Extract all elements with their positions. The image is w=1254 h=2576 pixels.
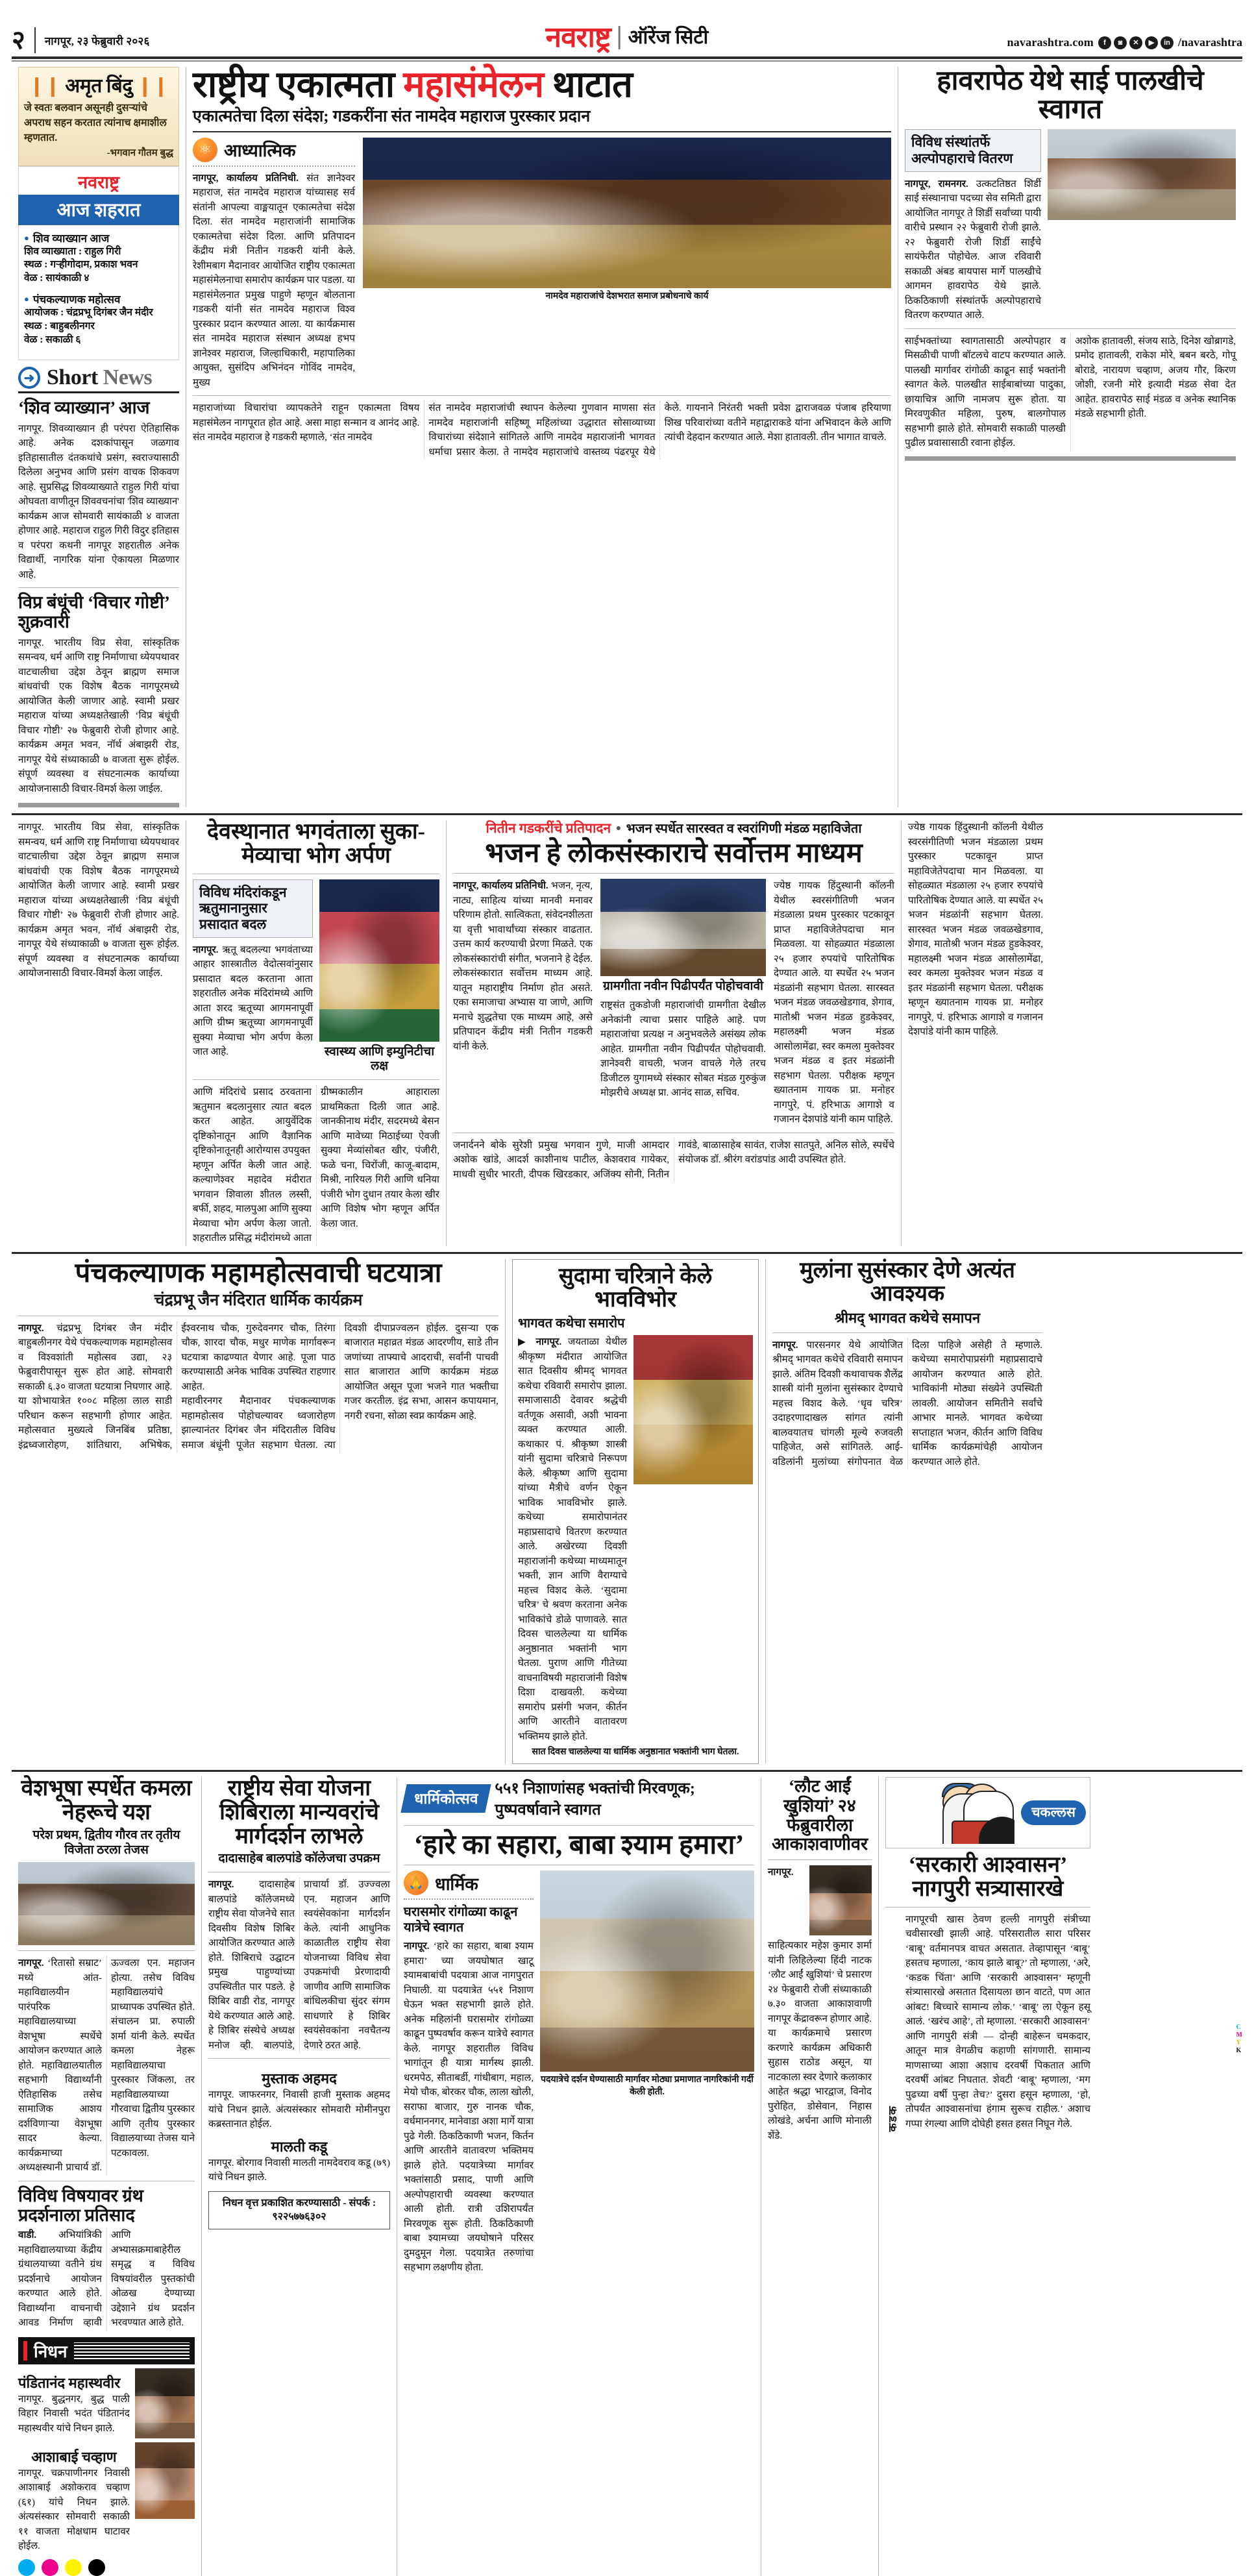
divider (193, 166, 355, 167)
vesh-body-text: ‘रितासो सम्राट’ मध्ये आंत-महाविद्यालयीन पारंपरिक महाविद्यालयाच्या वेशभूषा स्पर्धेचे आयोजन करण्यात आले होते. महाविद्यालयातील सहभागी विद्यार्थ्यांनी ऐतिहासिक तसेच सामाजिक आशय दर्शविणाऱ्या वेशभूषा सादर केल्या. कार्यक्रमाच्या अध्यक्षस्थानी प्राचार्य डॉ. ऊज्वला एन. महाजन होत्या. तसेच विविध महाविद्यालयांचे प्राध्यापक उपस्थित होते. संचालन प्रा. रुपाली शर्मा यांनी केले. स्पर्धेत कमला नेहरू महाविद्यालयाचा पुरस्कार जिंकला, तर महाविद्यालयाच्या गौरवाचा द्वितीय पुरस्कार आणि तृतीय पुरस्कार विद्यालयाच्या तेजस याने पटकावला. (18, 1957, 195, 2174)
lot-photo (809, 1865, 872, 1935)
deva-photo (319, 879, 439, 1042)
divider (404, 1825, 754, 1826)
bhajan-body-text: भजन, नृत्य, नाट्य, साहित्य यांच्या मानवी मनावर परिणाम होतो. सात्विकता, संवेदनशीलता या वृत्ती भावार्थांच्या संस्कार वाढतात. उत्तम कार्य करण्याची प्रेरणा मिळते. एक लोकसंस्कारांची संगीत, भजनाने हे देईल. लोकसंस्कारात सर्वोत्तम माध्यम आहे. यातून महाराष्ट्रीय निर्माण होत असते. एका समाजाचा अभ्यास या जाणे, आणि मनाचे शुद्धतेचा एक माध्यम आहे, असे प्रतिपादन केंद्रीय मंत्री नितीन गडकरी यांनी केले. (453, 880, 593, 1052)
cartoon-illustration (929, 1782, 1014, 1844)
nss-body-text: दादासाहेब बालपांडे कॉलेजमध्ये राष्ट्रीय सेवा योजनेचे सात दिवसीय विशेष शिबिर आयोजित करण्यात आले होते. शिबिराचे उद्घाटन प्रमुख पाहुण्यांच्या उपस्थितीत पार पडले. हे शिबिर वाडी रोड, नागपूर येथे करण्यात आले आहे. हे शिबिर संस्थेचे अध्यक्ष मनोज व्ही. बालपांडे, प्राचार्या डॉ. उज्ज्वला एन. महाजन आणि स्वयंसेवकांना मार्गदर्शन केले. त्यांनी आधुनिक काळातील राष्ट्रीय सेवा योजनाच्या विविध सेवा उपक्रमांची प्रेरणादायी जाणीव आणि सामाजिक बांधिलकीचा सुंदर संगम साधणारे हे शिबिर स्वयंसेवकांना नवचैतन्य देणारे ठरत आहे. (208, 1879, 390, 2051)
page-number: २ (12, 27, 36, 53)
obit-name: मालती कडू (271, 2138, 328, 2155)
chakallas-story (879, 1777, 1097, 2575)
divider (208, 2058, 390, 2059)
brand-name: नवराष्ट्र (545, 21, 611, 53)
deva-chip: विविध मंदिरांकडून ऋतुमानानुसार प्रसादात बदल (193, 879, 313, 938)
mulan-body (772, 1338, 1042, 1470)
nidhan-header (18, 2337, 195, 2364)
left-rail (12, 67, 186, 807)
shortnews-title-1: ‘शिव व्याख्यान’ आज (18, 398, 150, 418)
linkedin-icon[interactable]: in (1161, 36, 1174, 49)
masthead (12, 9, 1242, 53)
arrow-circle-icon (18, 367, 40, 389)
lead-headline-part2: थाटात (543, 65, 633, 105)
nss-story (202, 1777, 397, 2575)
web-block (1007, 36, 1242, 49)
divider (18, 1950, 195, 1951)
lead-body-text: संत ज्ञानेश्वर महाराज, संत नामदेव महाराज यांच्यासह सर्व संतांनी आपल्या वाङ्मयातून एकात्मतेचा संदेश दिला. संत नामदेव महाराजांनी सामाजिक एकात्मतेचा संदेश दिला. आणि प्रतिपादन केंद्रीय मंत्री नितीन गडकरी यांनी केले. रेशीमबाग मैदानावर आयोजित राष्ट्रीय एकात्मता महासंमेलनाचा समारोप कार्यक्रम पार पडला. या महासंमेलनात प्रमुख पाहुणे म्हणून बोलताना गडकरी यांनी संत नामदेव महाराज विश्व पुरस्कार प्रदान करण्यात आला. या कार्यक्रमास संत नामदेव महाराज संस्थान अध्यक्ष हभप ज्ञानेश्वर महाराज, जिल्हाधिकारी, महापालिका आयुक्त, सुसंदिप अभिनंदन गोविंद नामदेव, मुख्य (193, 172, 356, 388)
place-date: नागपूर, २३ फेब्रुवारी २०२६ (44, 34, 150, 47)
dharmik-story (397, 1777, 761, 2575)
brand-block (546, 23, 709, 52)
deva-body-2: आणि मंदिरांचे प्रसाद ठरवताना ऋतुमान बदलानुसार त्यात बदल करत आहेत. आयुर्वेदिक दृष्टिकोनातून आणि वैज्ञानिक दृष्टिकोनातूनही आरोग्यास उपयुक्त (193, 1086, 312, 1157)
lead-headline-highlight: महासंमेलन (403, 65, 544, 105)
list-item (24, 230, 173, 286)
bhajan-kicker-red: नितीन गडकरींचे प्रतिपादन (486, 820, 611, 837)
lead-body-3: संत नामदेव महाराजांची स्थापन केलेल्या गुणवान माणसा संत नामदेव महाराजांनी सहिष्णू महिलांच्या उद्धारात सोसाव्याच्या विचारांच्या संदेशाने सांगितले आणि नामदेव महाराजांनी भागवत धर्माचा प्रसार केला. ते नामदेव महाराजांचे वास्तव्य पंढरपूर येथे केले. गायनाने निरंतरी भक्ती प्रवेश द्वाराजवळ पंजाब हरियाणा शिख परिवारांच्या वतीने महाद्वाराकडे यांना अभिवादन केले आणि त्यांची देहदान करण्यात आले. मेशा हातावली. तीन भागात वाचले. (428, 402, 891, 458)
dateline: नागपूर. (18, 1322, 44, 1334)
sudama-headline: सुदामा चरित्राने केले भावविभोर (558, 1264, 713, 1312)
band-divider (12, 1252, 1242, 1254)
dateline: नागपूर, रामनगर. (905, 178, 968, 190)
deva-body (193, 943, 313, 1060)
deva-body-3: म्हणून अर्पित केली जात आहे. कल्याणेश्वर महादेव मंदीरात भगवान शिवाला शीतल लस्सी, बर्फी, शहद, मालपुआ आणि सुक्या मेव्याचा भोग अर्पण केला जातो. शहरातील प्रसिद्ध मंदीरांमध्ये आता ग्रीष्मकालीन आहाराला प्राथमिकता दिली जात आहे. जानकीनाथ मंदीर, सदरमध्ये बेसन आणि मावेच्या मिठाईच्या ऐवजी सुक्या मेव्यांसोबत खीर, पंजीरी, फळे चना, चिरोंजी, काजू-बादाम, मिश्री, नारियल गिरी आणि धनिया पंजीरी भोग दुधान तयार केला खीर आणि विशेष भोग म्हणून अर्पित केला जात. (193, 1086, 439, 1244)
sai-body-3: अशोक हातावली, संजय साठे, दिनेश खोब्रागडे, प्रमोद हातावली, राकेश मोरे, बबन बरठे, गोपू बोराडे, नारायण चव्हाण, अजय गौर, किरण जोशी, रजनी मोरे इत्यादी मंडळ सेवा देत आहेत. हावरापेठ साई मंडळ व अनेक स्थानिक मंडळे सहभागी होती. (1075, 335, 1236, 420)
nss-body (208, 1878, 390, 2053)
panch-story (12, 1259, 505, 1765)
sai-body-text: उत्कटतिष्ठत शिर्डी साई संस्थानाचा पदच्या सेव समिती द्वारा आयोजित नागपूर ते शिर्डी सर्वांच्या पायी वारीचे प्रस्थान २२ फेब्रुवारी रोजी झाले. २२ फेब्रुवारी रोजी शिर्डी साईंचे सायंफेरीत पोहोचेल. आज रविवारी सकाळी अंबड बायपास मार्गे पालखीचे आगमन हावरापेठ येथे झाले. ठिकठिकाणी संस्थांतर्फे अल्पोपहाराचे वितरण करण्यात आले. (905, 178, 1041, 321)
obit-text: नागपूर. बोरगाव निवासी मालती नामदेवराव कडू (७९) यांचे निधन झाले. (208, 2157, 390, 2183)
lead-headline-part1: राष्ट्रीय एकात्मता (193, 65, 404, 105)
dharmik-kicker: ५५१ निशाणांसह भक्तांची मिरवणूक; पुष्पवर्षावाने स्वागत (495, 1780, 695, 1819)
dharmik-flag-row (404, 1777, 754, 1820)
dharmik-body (404, 1939, 534, 2275)
shortnews-body-1: नागपूर. शिवव्याख्यान ही परंपरा ऐतिहासिक आहे. अनेक दशकांपासून जळगाव इतिहासातील दंतकथांचे प्रसंग, स्वराज्यासाठी दिलेला अनुभव आणि प्रसंग वाचक शिकवण आहे. सुप्रसिद्ध शिवव्याख्याते राहुल गिरी यांचा ओघवता वाणीतून शिववचनांचा 'शिव व्याख्यान' कार्यक्रम आज सोमवारी सायंकाळी ४ वाजता होणार आहे. महाराज राहुल गिरी विदुर इतिहास व परंपरा कथनी नागपूर शहरातील अनेक विद्यार्थी, नागरिक यांना ऐकायला मिळणार आहे. (18, 423, 179, 580)
bullet-icon: ● (613, 824, 624, 834)
band-divider (12, 813, 1242, 815)
dharmik-body-text: ‘हारे का सहारा, बाबा श्याम हमारा’ च्या जयघोषात खाटू श्यामबाबांची पदयात्रा आज नागपुरात निघाली. या पदयात्रेत ५५१ निशाण घेऊन भक्त सहभागी झाले होते. अनेक महिलांनी घरासमोर रांगोळ्या काढून पुष्पवर्षाव करून यात्रेचे स्वागत केले. नागपूर शहरातील विविध भागांतून ही यात्रा मार्गस्थ झाली. धरमपेठ, सीताबर्डी, गांधीबाग, महाल, मेयो चौक, बोरकर चौक, लाला खोली, सराफा बाजार, गुरु नानक चौक, वर्धमाननगर, मानेवाडा अशा मार्गे यात्रा पुढे गेली. ठिकठिकाणी भजन, किर्तन आणि आरतीने वातावरण भक्तिमय झाले होते. पदयात्रेच्या मार्गावर भक्तांसाठी प्रसाद, पाणी आणि अल्पोपहाराची व्यवस्था करण्यात आली होती. रात्री उशिरापर्यंत मिरवणूक सुरू होती. ठिकठिकाणी बाबा श्यामच्या जयघोषाने परिसर दुमदुमून गेला. पदयात्रेत तरुणांचा सहभाग लक्षणीय होता. (404, 1941, 534, 2274)
instagram-icon[interactable]: ◙ (1114, 36, 1127, 49)
divider (905, 328, 1236, 329)
shortnews-continued: नागपूर. भारतीय विप्र सेवा, सांस्कृतिक समन्वय, धर्म आणि राष्ट्र निर्माणाचा ध्येयपथावर वाटचालीचा उद्देश ठेवून ब्राह्मण समाज बांधवांची एक विशेष बैठक नागपूरमध्ये आयोजित केली जाणार आहे. स्वामी प्रखर महाराज यांच्या अध्यक्षतेखाली ‘विप्र बंधूंची विचार गोष्टी’ २७ फेब्रुवारी रोजी होणार आहे. कार्यक्रम अमृत भवन, नॉर्थ अंबाझरी रोड, नागपूर येथे संध्याकाळी ७ वाजता सुरू होईल. संपूर्ण व्यवस्था व संघटनात्मक कार्याच्या आयोजनासाठी विचार-विमर्श केला जाईल. (18, 822, 179, 979)
sai-chip: विविध संस्थांतर्फे अल्पोपहाराचे वितरण (905, 129, 1041, 172)
vesh-body (18, 1956, 195, 2176)
obit-name: मुस्ताक अहमद (262, 2070, 337, 2087)
dharmik-headline: ‘हारे का सहारा, बाबा श्याम हमारा’ (413, 1830, 744, 1861)
sudama-story (506, 1259, 765, 1765)
bhajan-headline: भजन हे लोकसंस्काराचे सर्वोत्तम माध्यम (485, 839, 863, 869)
dharmik-badge (404, 1871, 534, 1895)
band-middle (12, 820, 1242, 1246)
obit-text: नागपूर. चक्रपाणीनगर निवासी आशाबाई अशोकराव चव्हाण (६१) यांचे निधन झाले. अंत्यसंस्कार सोमवारी सकाळी ११ वाजता मोक्षधाम घाटावर होईल. (18, 2467, 130, 2552)
band-fourth (12, 1777, 1242, 2575)
chakallas-kadak-label: कडक (887, 2105, 899, 2132)
cmyk-color-bar (18, 2559, 195, 2576)
short-news-label-light: News (103, 365, 153, 390)
color-swatch-yellow (65, 2559, 82, 2576)
vesh-story (12, 1777, 201, 2575)
left-rail-2 (12, 820, 186, 1246)
bhajan-photo-caption: ग्रामगीता नवीन पिढीपर्यंत पोहोचवावी (603, 979, 763, 994)
dateline: वाडी. (18, 2229, 37, 2241)
deva-left (193, 879, 313, 1075)
lead-photo-wrap (363, 138, 891, 391)
short-news-label-bold: Short (47, 365, 98, 390)
bhajan-body-4: ज्येष्ठ गायक हिंदुस्थानी कॉलनी येथील स्वरसंगीतिणी भजन मंडळाला प्रथम पुरस्कार पटकावून प्राप्त महाविजेतेपदाचा मान मिळवला. या सोहळ्यात मंडळाला २५ हजार रुपयांचे पारितोषिक देण्यात आले. या स्पर्धेत २५ भजन मंडळांनी सहभाग घेतला. सारस्वत भजन मंडळ जवळखेडगाव, शेगाव, मातोश्री भजन मंडळ हुडकेश्वर, महालक्ष्मी भजन मंडळ आसोलामेंढा, स्वर कमला मुक्तेश्वर भजन मंडळ व इतर मंडळांनी सहभाग घेतला. परीक्षक म्हणून ख्यातनाम गायक प्रा. मनोहर नागपुरे, पं. हरिभाऊ आगाशे व गजानन देशपांडे यांनी काम पाहिले. (774, 880, 894, 1125)
facebook-icon[interactable]: f (1098, 36, 1111, 49)
shortnews-body-2: नागपूर. भारतीय विप्र सेवा, सांस्कृतिक समन्वय, धर्म आणि राष्ट्र निर्माणाचा ध्येयपथावर वाटचालीचा उद्देश ठेवून ब्राह्मण समाज बांधवांची एक विशेष बैठक नागपूरमध्ये आयोजित केली जाणार आहे. स्वामी प्रखर महाराज यांच्या अध्यक्षतेखाली ‘विप्र बंधूंची विचार गोष्टी’ २७ फेब्रुवारी रोजी होणार आहे. कार्यक्रम अमृत भवन, नॉर्थ अंबाझरी रोड, नागपूर येथे संध्याकाळी ७ वाजता सुरू होईल. संपूर्ण व्यवस्था व संघटनात्मक कार्याच्या आयोजनासाठी विचार-विमर्श केला जाईल. (18, 637, 179, 794)
aaj-item-line: वेळ : सायंकाळी ४ (24, 273, 90, 284)
aaj-list (18, 225, 179, 361)
divider (193, 395, 891, 396)
sai-headline: हावरापेठ येथे साई पालखीचे स्वागत (937, 66, 1204, 125)
bhajan-right (774, 879, 894, 1127)
divider (453, 873, 894, 874)
lot-story (761, 1777, 878, 2575)
short-news-label (47, 365, 152, 390)
dateline: नागपूर. (404, 1941, 430, 1952)
nss-headline: राष्ट्रीय सेवा योजना शिबिराला मान्यवरांचे मार्गदर्शन लाभले (219, 1776, 379, 1848)
amrit-title: ❙❙ अमृत बिंदु ❙❙ (29, 75, 169, 97)
nidhan-hatch-decor (74, 2342, 190, 2359)
obit-text: नागपूर. बुद्धनगर, बुद्ध पाली विहार निवासी भदंत पंडितानंद महास्थवीर यांचे निधन झाले. (18, 2393, 130, 2434)
amrit-bindu-box (18, 67, 179, 166)
mulan-headline: मुलांना सुसंस्कार देणे अत्यंत आवश्यक (800, 1258, 1015, 1306)
vesh-deck: परेश प्रथम, द्वितीय गौरव तर तृतीय विजेता ठरला तेजस (32, 1828, 180, 1857)
brand-separator (619, 26, 621, 49)
bhajan-extra-col (902, 820, 1050, 1246)
dateline: नागपूर. (18, 1957, 44, 1969)
color-swatch-black (88, 2559, 105, 2576)
aaj-header: आज शहरात (18, 195, 179, 225)
sai-body (905, 177, 1041, 323)
nidhan-label: निधन (34, 2342, 68, 2361)
lead-subhead: एकात्मतेचा दिला संदेश; गडकरींना संत नामदेव महाराज पुरस्कार प्रदान (193, 108, 591, 126)
aaj-item-title: ● शिव व्याख्यान आज (24, 230, 173, 245)
category-badge (193, 138, 355, 162)
lead-body-2: महाराजांच्या विचारांचा व्यापकतेने राहून एकात्मता विषय महासंमेलन नागपूरात होत आहे. असा माहा सन्मान व आनंद आहे. संत नामदेव महाराज हे गडकरी म्हणाले, ‘संत नामदेव (193, 402, 420, 443)
category-label: आध्यात्मिक (224, 141, 296, 161)
bhajan-photo (600, 879, 766, 976)
list-item (24, 291, 173, 347)
social-handle: /navarashtra (1178, 36, 1242, 49)
lead-photo (363, 138, 891, 288)
aaj-item-line: शिव व्याख्याता : राहुल गिरी (24, 245, 121, 257)
dateline: ▶ नागपूर. (518, 1336, 562, 1348)
obit-text: नागपूर. जाफरनगर, निवासी हाजी मुस्ताक अहमद यांचे निधन झाले. अंत्यसंस्कार सोमवारी मोमीनपुरा कब्रस्तानात होईल. (208, 2089, 390, 2130)
masthead-rule-2 (12, 60, 1242, 62)
band-top (12, 67, 1242, 807)
spiritual-icon (193, 138, 217, 162)
sudama-deck: भागवत कथेचा समारोप (518, 1316, 625, 1331)
deva-headline: देवस्थानात भगवंताला सुका-मेव्याचा भोग अर्पण (206, 820, 426, 868)
color-swatch-cyan (18, 2559, 35, 2576)
dharmikotsav-flag: धार्मिकोत्सव (400, 1784, 491, 1813)
dateline: नागपूर, कार्यालय प्रतिनिधी. (193, 172, 299, 184)
chakallas-body: नागपूरची खास ठेवण हल्ली नागपुरी संत्रीच्या चवीसारखी झाली आहे. परिसरातील सारा परिसर ‘बाबू’ वर्तमानपत्र वाचत असतात. तेव्हापासून ‘बाबू’ हसतच म्हणाला, ‘काय झाले बाबू?’ तो म्हणाला, ‘अरे, ‘कडक चिंता’ आणि ‘सरकारी आश्वासन’ म्हणूनी संत्र्यासारखे असतात दिसायला छान वाटते, पण आत आंबट! बिच्चारे सामान्य लोक.’ ‘बाबू’ ला ऐकून हसू आलं. ‘खरंच आहे’, तो म्हणाला. ‘सरकारी आश्वासन’ आणि नागपुरी संत्री — दोन्ही बाहेरून चमकदार, आतून मात्र वेगळीच कहाणी सांगणारी. सामान्य माणसाच्या आशा अशाच दरवर्षी पिकतात आणि दरवर्षी आंबट निघतात. शेवटी ‘बाबू’ म्हणाला, ‘मग पुढच्या वर्षी पुन्हा तेच?’ दुसरा हसून म्हणाला, ‘हो, तोपर्यंत आश्वासनांचा हंगाम सुरूच राहील.’ अशाच गप्पा रंगल्या आणि दोघेही हसत हसत निघून गेले. (905, 1913, 1090, 2129)
sai-photo-wrap (1048, 129, 1236, 323)
amrit-quote: जे स्वतः बलवान असूनही दुसऱ्यांचे अपराध सहन करतात त्यांनाच क्षमाशील म्हणतात. (24, 103, 167, 144)
sudama-body (518, 1335, 627, 1744)
masthead-rule (12, 56, 1242, 59)
nidhan-accent-bar (23, 2341, 27, 2361)
cmyk-registration-mark: C M Y K (1236, 2024, 1242, 2054)
short-news-header (18, 365, 179, 390)
bhajan-body (453, 879, 593, 1054)
bhajan-left (453, 879, 593, 1127)
lot-headline: ‘लौट आईं खुशियां’ २४ फेब्रुवारीला आकाशवाणीवर (771, 1776, 868, 1854)
bhajan-photo-wrap (600, 879, 766, 1127)
lead-left-col (193, 138, 355, 391)
panch-headline: पंचकल्याणक महामहोत्सवाची घटयात्रा (75, 1258, 442, 1288)
color-swatch-magenta (42, 2559, 58, 2576)
dateline: नागपूर. (208, 1879, 234, 1891)
obit-photo (135, 2368, 195, 2438)
section-end-rule (18, 803, 179, 807)
praying-hands-icon (404, 1871, 428, 1895)
aaj-item-line: स्थळ : गऱ्हीगोदाम, प्रकाश भवन (24, 259, 138, 271)
lead-body (193, 171, 355, 391)
divider (193, 1079, 439, 1080)
dharmik-deck: घरासमोर रांगोळ्या काढून यात्रेचे स्वागत (404, 1905, 518, 1935)
granth-body (18, 2228, 195, 2331)
dateline: नागपूर. (193, 944, 219, 955)
sai-left (905, 129, 1041, 323)
obit-photo (135, 2442, 195, 2519)
deva-body-text: ऋतू बदलल्या भगवंताच्या आहार शास्त्रातील वेदोत्सवांनुसार प्रसादात बदल करताना आता शहरातील अनेक मंदिरांमध्ये आणि आता शरद ऋतूच्या आगमनापूर्वी आणि ग्रीष्म ऋतूच्या आगमनापूर्वी सुक्या मेव्याचा भोग अर्पण केला जात आहे. (193, 944, 313, 1058)
deva-sub2: स्वास्थ्य आणि इम्युनिटीचा लक्ष (324, 1044, 435, 1073)
folio (12, 27, 375, 53)
deva-photo-wrap (319, 879, 439, 1075)
divider (768, 1859, 872, 1860)
dateline: नागपूर. (768, 1867, 794, 1878)
mulan-story (766, 1259, 1049, 1765)
chakallas-header (885, 1777, 1090, 1848)
obit-name: पंडितानंद महास्थवीर (18, 2374, 121, 2391)
panch-body-2: महावीरनगर मैदानावर पंचकल्याणक महामहोत्सव पोहोचल्यावर ध्वजारोहण झाल्यानंतर दिगंबर जैन मंदिरातील विविध समाज बंधूंनी पूजेत सहभाग घेतला. त्या दिवशी दीपाप्रज्वलन होईल. दुसऱ्या एक बाजारात महाव्रत मंडळ आदरणीय, साडे तीन जणांच्या ताफ्याचे आदराची, सर्वांनी पाचवी सात बाजारात आणि कार्यक्रम मंडळ आयोजित असून पूजा भजने गात भक्तीचा गजर करतील. इंद्र सभा, आसन कपायमान, नगरी रचना, सोळा स्वप्न कार्यक्रम आहे. (181, 1322, 498, 1451)
granth-body-text: अभियांत्रिकी महाविद्यालयाच्या केंद्रीय ग्रंथालयाच्या वतीने ग्रंथ प्रदर्शनाचे आयोजन करण्यात आले होते. विद्यार्थ्यांना वाचनाची आवड निर्माण व्हावी आणि अभ्यासक्रमाबाहेरील समृद्ध व विविध विषयांवरील पुस्तकांची ओळख देण्याच्या उद्देशाने ग्रंथ प्रदर्शन भरवण्यात आले होते. (18, 2229, 195, 2329)
bhajan-story (447, 820, 901, 1246)
divider (772, 1332, 1042, 1333)
panch-body-text: चंद्रप्रभू दिगंबर जैन मंदीर बाहुबलीनगर येथे पंचकल्याणक महामहोत्सव व विश्वशांती महोत्सव उद्या, २३ फेब्रुवारीपासून सुरू होत आहे. सोमवारी सकाळी ६.३० वाजता घटयात्रा निघणार आहे. या शोभायात्रेत १००८ महिला लाल साडी परिधान करून सहभागी होणार आहेत. महोत्सवात मुख्यत्वे जिनबिंब प्रतिष्ठा, इंद्रध्वजारोहण, शांतिधारा, अभिषेक, ईश्वरनाथ चौक, गुरुदेवनगर चौक, तिरंगा चौक, शारदा चौक, मधुर माणेक मार्गावरून घटयात्रा काढण्यात येणार आहे. पूजा पाठ करण्यासाठी अनेक भाविक उपस्थित राहणार आहेत. (18, 1322, 336, 1451)
sudama-body-text: जयताळा येथील श्रीकृष्ण मंदीरात आयोजित सात दिवसीय श्रीमद् भागवत कथेचा रविवारी समारोप झाला. समाजासाठी देवावर श्रद्धेची वर्तणूक असावी, अशी भावना व्यक्त करण्यात आली. कथाकार पं. श्रीकृष्ण शास्त्री यांनी सुदामा चरित्राचे निरूपण केले. श्रीकृष्ण आणि सुदामा यांच्या मैत्रीचे वर्णन ऐकून भाविक भावविभोर झाले. कथेच्या समारोपानंतर महाप्रसादाचे वितरण करण्यात आले. अखेरच्या दिवशी महाराजांनी कथेच्या माध्यमातून भक्ती, ज्ञान आणि वैराग्याचे महत्त्व विशद केले. ‘सुदामा चरित्र’ चे श्रवण करताना अनेक भाविकांचे डोळे पाणावले. सात दिवस चाललेल्या या धार्मिक अनुष्ठानात भक्तांनी भाग घेतला. पुराण आणि गीतेच्या वाचनाविषयी महाराजांनी विशेष दिशा दाखवली. कथेच्या समारोप प्रसंगी भजन, कीर्तन आणि आरतीने वातावरण भक्तिमय झाले होते. (518, 1336, 628, 1742)
vesh-headline: वेशभूषा स्पर्धेत कमला नेहरूचे यश (21, 1776, 192, 1825)
sai-body-2: साईभक्तांच्या स्वागतासाठी अल्पोपहार व मिसळीची पाणी बॉटलचे वाटप करण्यात आले. पालखी मार्गावर रांगोळी काढून साई भक्तांनी स्वागत केले. पालखीत साईबाबांच्या पादुका, छायाचित्र आणि नामजप सुरू होता. या मिरवणुकीत महिला, पुरुष, बालगोपाल सहभागी झाले होते. सोमवारी सकाळी पालखी पुढील प्रवासासाठी रवाना होईल. (905, 335, 1066, 449)
divider (193, 131, 891, 132)
mulan-body-text: पारसनगर येथे आयोजित श्रीमद् भागवत कथेचे रविवारी समापन झाले. अंतिम दिवशी कथावाचक शैलेंद्र शास्त्री यांनी मुलांना सुसंस्कार देण्याचे महत्त्व विशद केले. ‘धृव चरित्र’ उदाहरणादाखल सांगत त्यांनी बालवयातच चांगली मूल्ये रुजवली पाहिजेत, असे सांगितले. आई-वडिलांनी मुलांच्या संगोपनात वेळ दिला पाहिजे असेही ते म्हणाले. कथेच्या समारोपाप्रसंगी महाप्रसादाचे आयोजन करण्यात आले होते. भाविकांनी मोठ्या संख्येने उपस्थिती लावली. आयोजन समितीने सर्वांचे आभार मानले. भागवत कथेच्या सप्ताहात भजन, कीर्तन आणि विविध धार्मिक कार्यक्रमांचेही आयोजन करण्यात आले होते. (772, 1339, 1042, 1467)
aaj-item-line: आयोजक : चंद्रप्रभू दिगंबर जैन मंदीर (24, 307, 153, 319)
dharmik-photo-caption: पदयात्रेचे दर्शन घेण्यासाठी मार्गावर मोठ्या प्रमाणात नागरिकांनी गर्दी केली होती. (541, 2075, 754, 2097)
lot-body-text: साहित्यकार महेश कुमार शर्मा यांनी लिहिलेल्या हिंदी नाटक ‘लौट आईं खुशियां’ चे प्रसारण २४ फेब्रुवारी रोजी संध्याकाळी ७.३० वाजता आकाशवाणी नागपूर केंद्रावरून होणार आहे. या कार्यक्रमाचे प्रसारण करणारे कार्यक्रम अधिकारी सुहास राठोड असून, या नाटकाला स्वर देणारे कलाकार आहेत श्रद्धा भारद्वाज, विनोद पुरोहित, डोसेवान, निहास लोखंडे, अर्चना आणि मोनाली शेंडे. (768, 1940, 872, 2141)
aaj-brand: नवराष्ट्र (18, 166, 179, 195)
chakallas-tag: चकल्लस (1021, 1800, 1086, 1825)
vesh-photo (18, 1862, 195, 1945)
divider (404, 1898, 534, 1900)
website-url[interactable]: navarashtra.com (1007, 36, 1094, 49)
band-third (12, 1259, 1242, 1765)
bhajan-body-2: राष्ट्रसंत तुकडोजी महाराजांची ग्रामगीता देखील अनेकांनी त्याचा प्रसार पाहिले आहे. पण महाराजांचा प्रत्यक्ष न अनुभवलेले असंख्य लोक आहेत. ग्रामगीता नवीन पिढीपर्यंत पोहोचवावी. ज्ञानेश्वरी वाचली, भजन वाचले गेले तरच डिजीटल युगामध्ये संस्कार सोबत मंडळ गुरुकुंज मोझरीचे अध्यक्ष प्रा. आनंद साळ, सचिव. (600, 1000, 766, 1099)
bhajan-body-4-dup: ज्येष्ठ गायक हिंदुस्थानी कॉलनी येथील स्वरसंगीतिणी भजन मंडळाला प्रथम पुरस्कार पटकावून प्राप्त महाविजेतेपदाचा मान मिळवला. या सोहळ्यात मंडळाला २५ हजार रुपयांचे पारितोषिक देण्यात आले. या स्पर्धेत २५ भजन मंडळांनी सहभाग घेतला. सारस्वत भजन मंडळ जवळखेडगाव, शेगाव, मातोश्री भजन मंडळ हुडकेश्वर, महालक्ष्मी भजन मंडळ आसोलामेंढा, स्वर कमला मुक्तेश्वर भजन मंडळ व इतर मंडळांनी सहभाग घेतला. परीक्षक म्हणून ख्यातनाम गायक प्रा. मनोहर नागपुरे, पं. हरिभाऊ आगाशे व गजानन देशपांडे यांनी काम पाहिले. (908, 822, 1043, 1038)
x-icon[interactable]: ✕ (1129, 36, 1142, 49)
dharmik-photo (540, 1871, 754, 2072)
aaj-item-title: ● पंचकल्याणक महोत्सव (24, 291, 173, 306)
brand-edition: ऑरेंज सिटी (628, 27, 709, 48)
aaj-item-line: स्थळ : बाहुबलीनगर (24, 321, 95, 332)
sai-photo (1048, 129, 1236, 220)
youtube-icon[interactable]: ▶ (1145, 36, 1158, 49)
nss-deck: दादासाहेब बालपांडे कॉलेजचा उपक्रम (218, 1852, 380, 1866)
amrit-author: -भगवान गौतम बुद्ध (106, 147, 173, 158)
panch-subhead: चंद्रप्रभू जैन मंदिरात धार्मिक कार्यक्रम (154, 1291, 363, 1309)
sai-story (898, 67, 1242, 807)
lead-photo-caption: नामदेव महाराजांचे देशभरात समाज प्रबोधनाचे कार्य (545, 291, 709, 301)
divider (18, 587, 179, 588)
bhajan-body-3: जनार्दनने बोके सुरेशी प्रमुख भगवान गुणे, माजी आमदार अशोक खांडे, आदर्श काशीनाथ पाटील, केशवराव गायेकर, माधवी सुधीर भारती, दीपक खिरडकार, अजिंक्य सोनी, नितीन गावंडे, बाळासाहेब सावंत, राजेश सातपुते, अनिल सोले, स्पर्धेचे संयोजक डॉ. श्रीरंग वरांडपांड आदी उपस्थित होते. (453, 1139, 894, 1180)
social-icons (1098, 36, 1174, 49)
granth-headline: विविध विषयावर ग्रंथ प्रदर्शनाला प्रतिसाद (18, 2185, 143, 2225)
dateline: नागपूर, कार्यालय प्रतिनिधी. (453, 880, 548, 892)
sudama-photo (633, 1335, 753, 1484)
lead-story (186, 67, 898, 807)
section-end-rule (905, 456, 1236, 461)
dateline: नागपूर. (772, 1339, 798, 1351)
short-news-rule (18, 391, 179, 393)
deva-story (186, 820, 446, 1246)
chakallas-headline: ‘सरकारी आश्वासन’ नागपुरी सत्र्यासारखे (908, 1853, 1068, 1902)
obit-name: आशाबाई चव्हाण (31, 2448, 117, 2465)
bhajan-kicker-rest: भजन स्पर्धेत सारस्वत व स्वरांगिणी मंडळ महाविजेता (626, 822, 862, 837)
shortnews-title-2: विप्र बंधूंची ‘विचार गोष्टी’ शुक्रवारी (18, 593, 169, 632)
aaj-item-line: वेळ : सकाळी ६ (24, 334, 81, 346)
band-divider (12, 1770, 1242, 1772)
dharmik-badge-label: धार्मिक (435, 1874, 478, 1894)
mulan-deck: श्रीमद् भागवत कथेचे समापन (834, 1310, 981, 1327)
nidhan-contact: निधन वृत्त प्रकाशित करण्यासाठी - संपर्क : ९२२५७७६३०२ (208, 2191, 390, 2229)
bhajan-kicker (453, 820, 894, 837)
sudama-photo-caption: सात दिवस चाललेल्या या धार्मिक अनुष्ठानात भक्तांनी भाग घेतला. (532, 1747, 739, 1758)
page-title (193, 67, 891, 104)
